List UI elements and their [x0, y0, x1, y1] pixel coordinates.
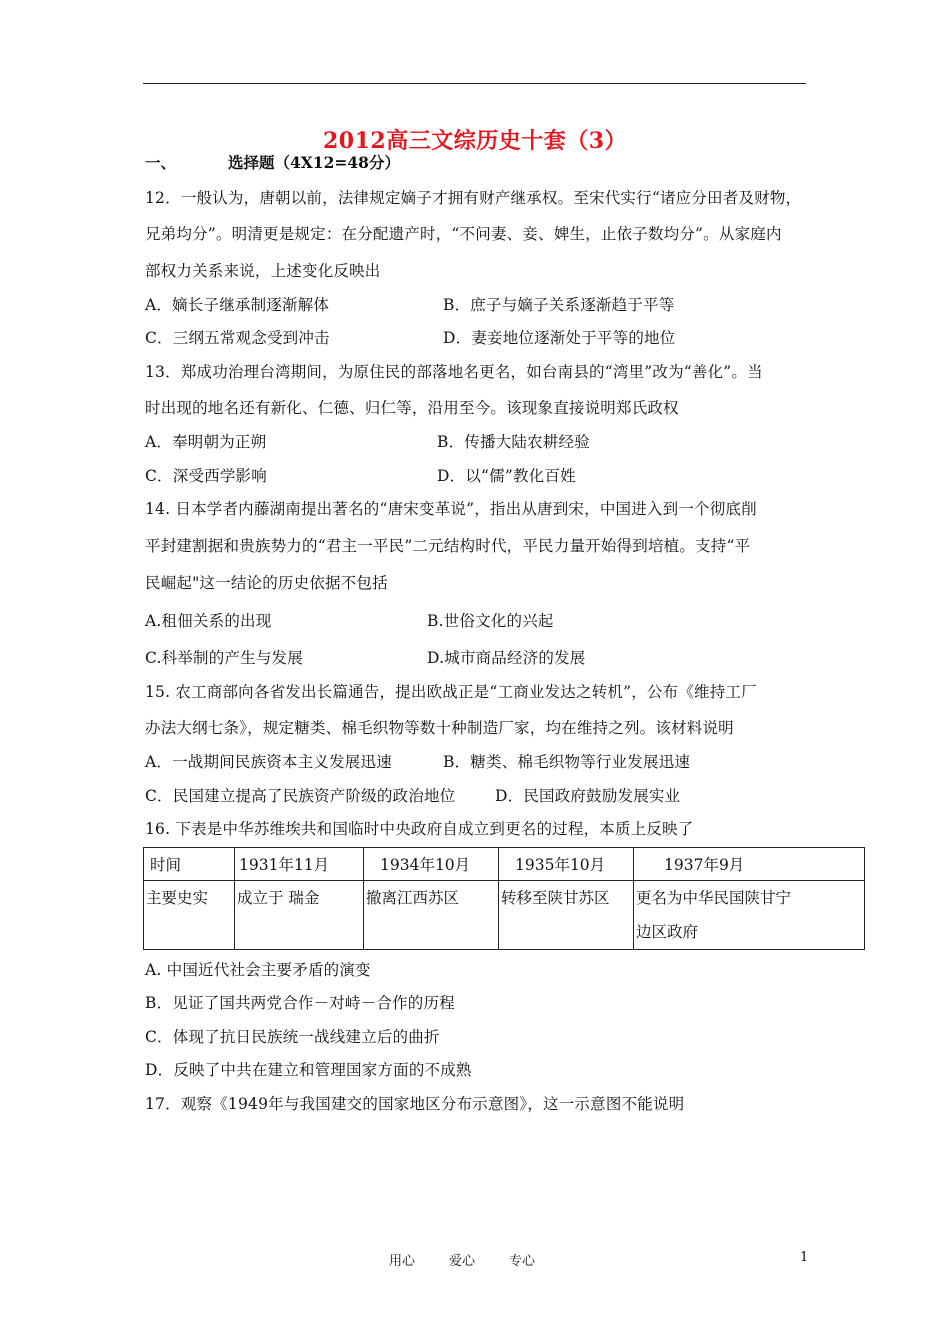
table-cell: 转移至陕甘苏区	[499, 881, 634, 950]
q14-option-b: B.世俗文化的兴起	[427, 612, 554, 630]
q15-option-a: A．一战期间民族资本主义发展迅速	[145, 753, 392, 771]
q14-option-d: D.城市商品经济的发展	[427, 649, 586, 667]
q13-option-a: A．奉明朝为正朔	[145, 433, 267, 451]
q15-option-b: B．糖类、棉毛织物等行业发展迅速	[443, 753, 691, 771]
q12-option-a: A．嫡长子继承制逐渐解体	[145, 296, 330, 314]
q16-stem: 16. 下表是中华苏维埃共和国临时中央政府自成立到更名的过程，本质上反映了	[145, 820, 694, 838]
table-header-cell: 1931年11月	[235, 848, 364, 881]
footer-motto-word: 专心	[509, 1254, 536, 1269]
q12-option-d: D．妻妾地位逐渐处于平等的地位	[443, 329, 676, 347]
table-header-row	[144, 848, 865, 881]
table-cell: 撤离江西苏区	[364, 881, 499, 950]
q12-option-b: B．庶子与嫡子关系逐渐趋于平等	[443, 296, 675, 314]
q16-option-d: D．反映了中共在建立和管理国家方面的不成熟	[145, 1061, 472, 1079]
table-cell-line: 更名为中华民国陕甘宁	[636, 889, 792, 907]
q12-stem-line-3: 部权力关系来说，上述变化反映出	[145, 262, 381, 280]
q16-history-table	[143, 847, 865, 950]
q14-stem-line-1: 14. 日本学者内藤湖南提出著名的“唐宋变革说”，指出从唐到宋，中国进入到一个彻底削	[145, 500, 757, 518]
section-number: 一、	[145, 153, 177, 172]
q14-stem-line-3: 民崛起"这一结论的历史依据不包括	[145, 574, 388, 592]
q15-option-d: D．民国政府鼓励发展实业	[495, 787, 681, 805]
q16-option-a: A. 中国近代社会主要矛盾的演变	[145, 961, 371, 979]
q13-stem-line-1: 13．郑成功治理台湾期间，为原住民的部落地名更名，如台南县的“湾里”改为“善化”。当	[145, 363, 763, 381]
q12-stem-line-2: 兄弟均分”。明清更是规定：在分配遗产时，“不问妻、妾、婢生，止依子数均分”。从家庭内	[145, 225, 782, 243]
table-cell: 成立于 瑞金	[235, 881, 364, 950]
footer-motto	[389, 1250, 569, 1269]
q14-stem-line-2: 平封建割据和贵族势力的“君主一平民”二元结构时代，平民力量开始得到培植。支持“平	[145, 537, 751, 555]
table-cell-multiline	[634, 881, 865, 950]
q12-stem-line-1: 12．一般认为，唐朝以前，法律规定嫡子才拥有财产继承权。至宋代实行“诸应分田者及财物，	[145, 189, 802, 207]
q13-option-c: C．深受西学影响	[145, 467, 267, 485]
q13-option-b: B．传播大陆农耕经验	[437, 433, 590, 451]
table-header-cell: 1934年10月	[364, 848, 499, 881]
q15-stem-line-1: 15. 农工商部向各省发出长篇通告，提出欧战正是“工商业发达之转机”，公布《维持工厂	[145, 683, 757, 701]
q13-stem-line-2: 时出现的地名还有新化、仁德、归仁等，沿用至今。该现象直接说明郑氏政权	[145, 399, 679, 417]
q16-option-c: C．体现了抗日民族统一战线建立后的曲折	[145, 1028, 440, 1046]
q14-option-c: C.科举制的产生与发展	[145, 649, 303, 667]
q15-option-c: C．民国建立提高了民族资产阶级的政治地位	[145, 787, 456, 805]
footer-motto-word: 用心	[389, 1254, 416, 1269]
q17-stem: 17．观察《1949年与我国建交的国家地区分布示意图》，这一示意图不能说明	[145, 1095, 685, 1113]
table-header-cell: 1937年9月	[634, 848, 865, 881]
table-header-cell: 时间	[144, 848, 235, 881]
footer-motto-word: 爱心	[449, 1254, 476, 1269]
page-number: 1	[800, 1250, 809, 1265]
table-row	[144, 881, 865, 950]
table-cell-line: 边区政府	[636, 923, 699, 941]
q16-option-b: B．见证了国共两党合作－对峙－合作的历程	[145, 994, 455, 1012]
table-header-cell: 1935年10月	[499, 848, 634, 881]
q12-option-c: C．三纲五常观念受到冲击	[145, 329, 330, 347]
section-heading	[145, 151, 400, 173]
q14-option-a: A.租佃关系的出现	[145, 612, 272, 630]
q13-option-d: D．以“儒”教化百姓	[437, 467, 576, 485]
header-rule	[143, 83, 806, 84]
page-title: 2012高三文综历史十套（3）	[322, 128, 628, 154]
q15-stem-line-2: 办法大纲七条》，规定糖类、棉毛织物等数十种制造厂家，均在维持之列。该材料说明	[145, 719, 734, 737]
table-row-label: 主要史实	[144, 881, 235, 950]
section-label: 选择题（4X12=48分）	[228, 153, 400, 172]
